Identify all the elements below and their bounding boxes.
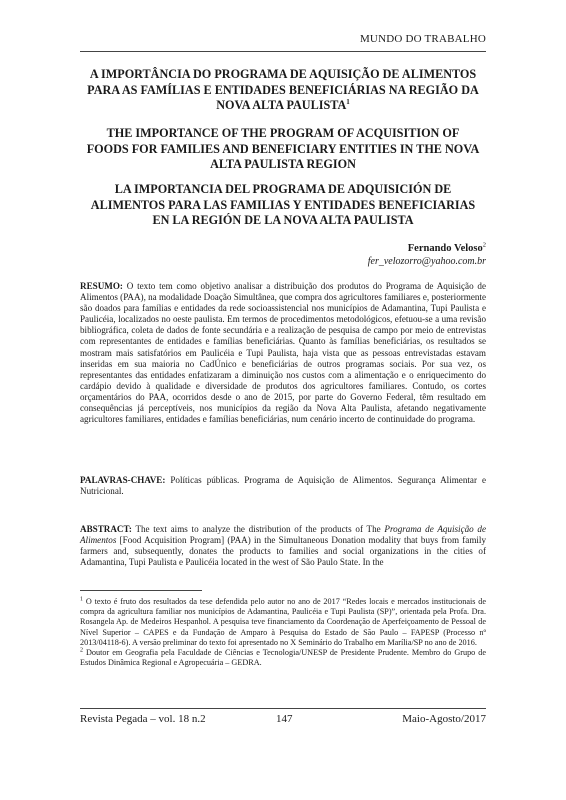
- author-name: Fernando Veloso: [407, 243, 483, 254]
- header-divider: [80, 51, 486, 52]
- abstract-program-name: Programa de Aquisição de Alimentos: [80, 524, 486, 546]
- abstract-label: ABSTRACT:: [80, 524, 132, 534]
- footnote-2: [80, 648, 486, 668]
- issue-period: Maio-Agosto/2017: [402, 713, 486, 725]
- title-english: THE IMPORTANCE OF THE PROGRAM OF ACQUISITION OF FOODS FOR FAMILIES AND BENEFICIARY ENTITIES IN THE NOVA ALTA PAULISTA REGION: [86, 126, 480, 171]
- resumo-text: O texto tem como objetivo analisar a distribuição dos produtos do Programa de Aquisição de Alimentos (PAA), na modalidade Doação Simultânea, que compra dos agricultores familiares e, posteriormente são doados para famílias e entidades da rede socioassistencial nos municípios de Adamantina, Tupi Paulista e Paulicéia, localizados no oeste paulista. Em termos de procedimentos metodológicos, efetuou-se a uma revisão bibliográfica, coleta de dados de fonte secundária e a realização de pesquisa de campo por meio de entrevistas com representantes de entidades e famílias beneficiárias. Quanto às famílias beneficiárias, os resultados se mostram mais satisfatórios em Paulicéia e Tupi Paulista, haja vista que as pessoas entrevistadas estavam inseridas em sua maioria no CadÚnico e beneficiárias de outros programas sociais. Por sua vez, os representantes das entidades enfatizaram a diminuição nos custos com a alimentação e o enriquecimento do cardápio devido à qualidade e diversidade de produtos dos agricultores familiares. Contudo, os cortes orçamentários do PAA, ocorridos desde o ano de 2015, por parte do Governo Federal, têm resultado em consequências já perceptíveis, nos municípios da região da Nova Alta Paulista, afetando negativamente agricultores familiares, entidades e famílias beneficiárias, num cenário incerto de continuidade do programa.: [80, 281, 486, 425]
- keywords-label: PALAVRAS-CHAVE:: [80, 475, 166, 485]
- footnote-1-mark: 1: [80, 596, 83, 603]
- title-footnote-mark[interactable]: 1: [346, 97, 350, 106]
- title-portuguese-text: A IMPORTÂNCIA DO PROGRAMA DE AQUISIÇÃO DE ALIMENTOS PARA AS FAMÍLIAS E ENTIDADES BENEFICIÁRIAS NA REGIÃO DA NOVA ALTA PAULISTA: [87, 67, 479, 112]
- author-line: [368, 242, 486, 255]
- keywords-text: Políticas públicas. Programa de Aquisição de Alimentos. Segurança Alimentar e Nutricional.: [80, 475, 486, 497]
- title-portuguese: [85, 67, 481, 114]
- footnote-1-text: O texto é fruto dos resultados da tese defendida pelo autor no ano de 2017 “Redes locais e mercados institucionais de compra da agricultura familiar nos municípios de Adamantina, Paulicéia e Tupi Paulista (SP)”, orientada pela Profa. Dra. Rosangela Ap. de Medeiros Hespanhol. A pesquisa teve financiamento da Coordenação de Aperfeiçoamento de Pessoal de Nível Superior – CAPES e da Fundação de Amparo à Pesquisa do Estado de São Paulo – FAPESP (Processo nº 2013/04118-6). A versão preliminar do texto foi apresentado no X Seminário do Trabalho em Marília/SP no ano de 2016.: [80, 597, 486, 647]
- footnote-1: [80, 597, 486, 648]
- section-label: MUNDO DO TRABALHO: [359, 33, 486, 45]
- journal-citation: Revista Pegada – vol. 18 n.2: [80, 713, 206, 725]
- title-spanish: LA IMPORTANCIA DEL PROGRAMA DE ADQUISICIÓN DE ALIMENTOS PARA LAS FAMILIAS Y ENTIDADES BENEFICIARIAS EN LA REGIÓN DE LA NOVA ALTA PAULISTA: [90, 182, 476, 227]
- keywords-paragraph: [80, 475, 486, 497]
- author-block: [368, 242, 486, 268]
- abstract-text-start: The text aims to analyze the distribution of the products of The: [131, 524, 385, 534]
- footnote-2-mark: 2: [80, 647, 83, 654]
- footnote-2-text: Doutor em Geografia pela Faculdade de Ciências e Tecnologia/UNESP de Presidente Prudente. Membro do Grupo de Estudos Dinâmica Regional e Agropecuária – GEDRA.: [80, 648, 486, 668]
- author-email[interactable]: fer_velozorro@yahoo.com.br: [367, 256, 486, 267]
- resumo-paragraph: [80, 281, 486, 425]
- page-footer: [80, 713, 486, 727]
- page-number: 147: [276, 713, 293, 725]
- footnote-divider: [80, 590, 202, 591]
- footer-divider: [80, 708, 486, 709]
- abstract-paragraph: [80, 524, 486, 568]
- footnotes: [80, 597, 486, 668]
- author-footnote-mark[interactable]: 2: [482, 241, 486, 249]
- resumo-label: RESUMO:: [80, 281, 123, 291]
- abstract-text-end: [Food Acquisition Program] (PAA) in the Simultaneous Donation modality that buys from family farmers and, subsequently, donates the products to families and social organizations in the cities of Adamantina, Tupi Paulista e Paulicéia located in the west of São Paulo State. In the: [80, 535, 486, 568]
